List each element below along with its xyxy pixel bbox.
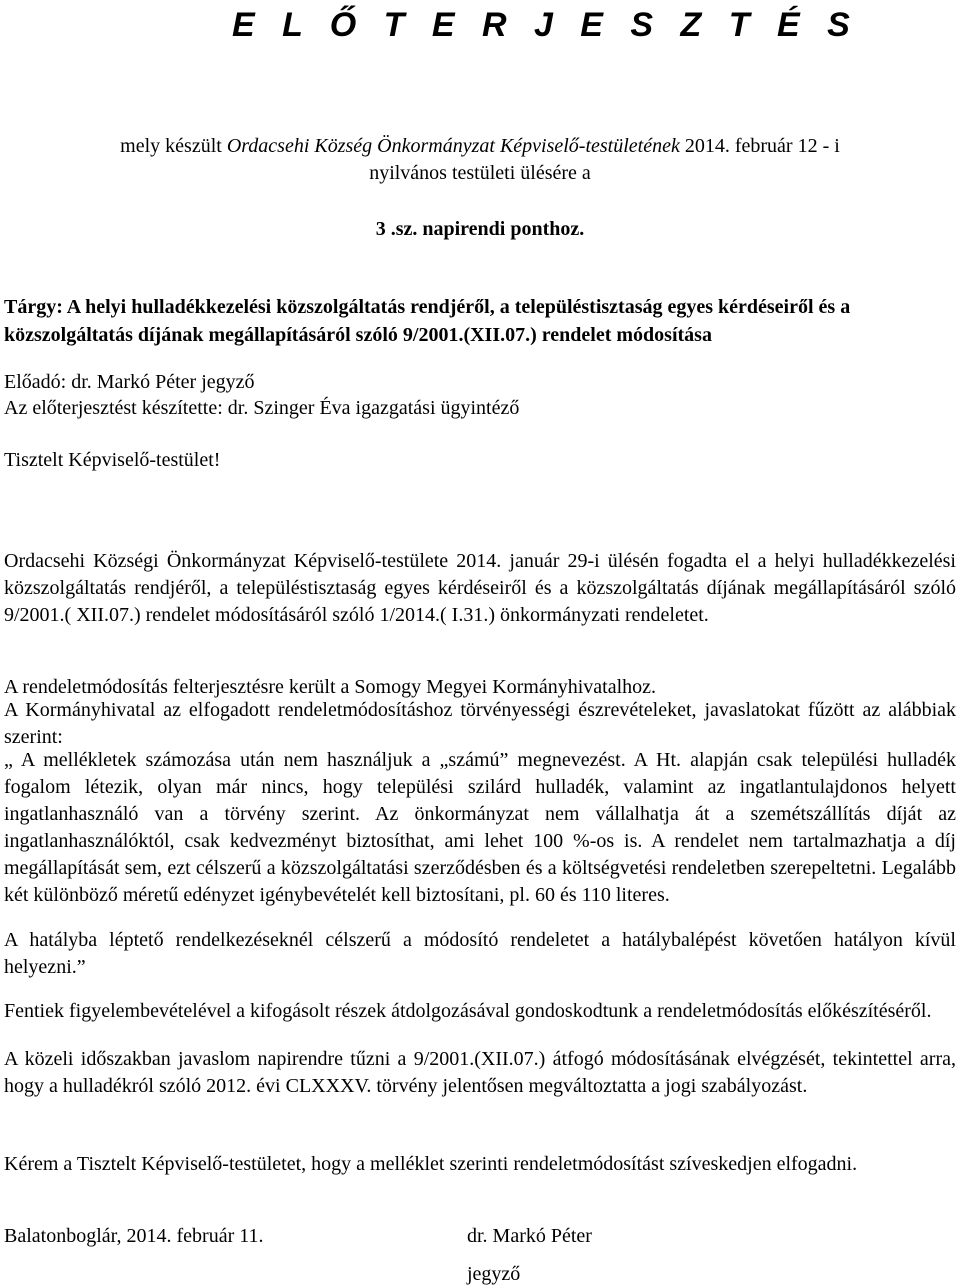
- paragraph-1: Ordacsehi Községi Önkormányzat Képviselő-testülete 2014. január 29-i ülésén fogadta el a helyi hulladékkezelési közszolgáltatás rendjéről, a településtisztaság egyes kérdéseiről és a közszolgáltatás díjának megállapításáról szóló 9/2001.( XII.07.) rendelet módosításáról szóló 1/2014.( I.31.) önkormányzati rendeletet.: [4, 550, 956, 626]
- paragraph-3: A Kormányhivatal az elfogadott rendeletmódosításhoz törvényességi észrevételeket, javaslatokat fűzött az alábbiak szerint:: [4, 699, 956, 748]
- prepared-by: [4, 394, 519, 422]
- presenter-value: dr. Markó Péter jegyző: [71, 371, 255, 393]
- signer-title: jegyző: [467, 1263, 521, 1285]
- place-date: Balatonboglár, 2014. február 11.: [4, 1225, 264, 1247]
- intro-date: 2014. február 12 - i: [679, 135, 840, 157]
- intro-prefix: mely készült: [120, 135, 227, 157]
- agenda-item: 3 .sz. napirendi ponthoz.: [375, 218, 585, 240]
- paragraph-8: Kérem a Tisztelt Képviselő-testületet, hogy a melléklet szerinti rendeletmódosítást szíveskedjen elfogadni.: [4, 1153, 858, 1175]
- document-title: E L Ő T E R J E S Z T É S: [232, 6, 859, 44]
- prepared-label: Az előterjesztést készítette:: [4, 397, 228, 419]
- subject: Tárgy: A helyi hulladékkezelési közszolgáltatás rendjéről, a településtisztaság egyes kérdéseiről és a közszolgáltatás díjának megállapításáról szóló 9/2001.(XII.07.) rendelet módosítása: [4, 296, 851, 346]
- presenter: [4, 368, 255, 396]
- prepared-value: dr. Szinger Éva igazgatási ügyintéző: [227, 397, 520, 419]
- paragraph-6: Fentiek figyelembevételével a kifogásolt részek átdolgozásával gondoskodtunk a rendeletmódosítás előkészítéséről.: [4, 1000, 932, 1022]
- presenter-label: Előadó:: [4, 371, 72, 393]
- intro-line-1: [0, 132, 960, 160]
- paragraph-5: A hatályba léptető rendelkezéseknél célszerű a módosító rendeletet a hatálybalépést követően hatályon kívül helyezni.”: [4, 929, 956, 978]
- intro-line-2: nyilvános testületi ülésére a: [369, 162, 591, 184]
- salutation: Tisztelt Képviselő-testület!: [4, 449, 221, 471]
- council-name: Ordacsehi Község Önkormányzat Képviselő-testületének: [226, 135, 680, 157]
- paragraph-2: A rendeletmódosítás felterjesztésre került a Somogy Megyei Kormányhivatalhoz.: [4, 676, 657, 698]
- paragraph-7: A közeli időszakban javaslom napirendre tűzni a 9/2001.(XII.07.) átfogó módosításának elvégzését, tekintettel arra, hogy a hulladékról szóló 2012. évi CLXXXV. törvény jelentősen megváltoztatta a jogi szabályozást.: [4, 1048, 956, 1097]
- paragraph-quote: „ A mellékletek számozása után nem használjuk a „számú” megnevezést. A Ht. alapján csak települési hulladék fogalom létezik, olyan már nincs, hogy települési szilárd hulladék, valamint az ingatlantulajdonos helyett ingatlanhasználó van a törvény szerint. Az önkormányzat nem vállalhatja át a szemétszállítás díját az ingatlanhasználóktól, csak kedvezményt biztosíthat, ami lehet 100 %-os is. A rendelet nem tartalmazhatja a díj megállapítását sem, ezt célszerű a közszolgáltatási szerződésben és a költségvetési rendeletben szerepeltetni. Legalább két különböző méretű edényzet igénybevételét kell biztosítani, pl. 60 és 110 literes.: [4, 749, 956, 906]
- signer-name: dr. Markó Péter: [467, 1225, 592, 1247]
